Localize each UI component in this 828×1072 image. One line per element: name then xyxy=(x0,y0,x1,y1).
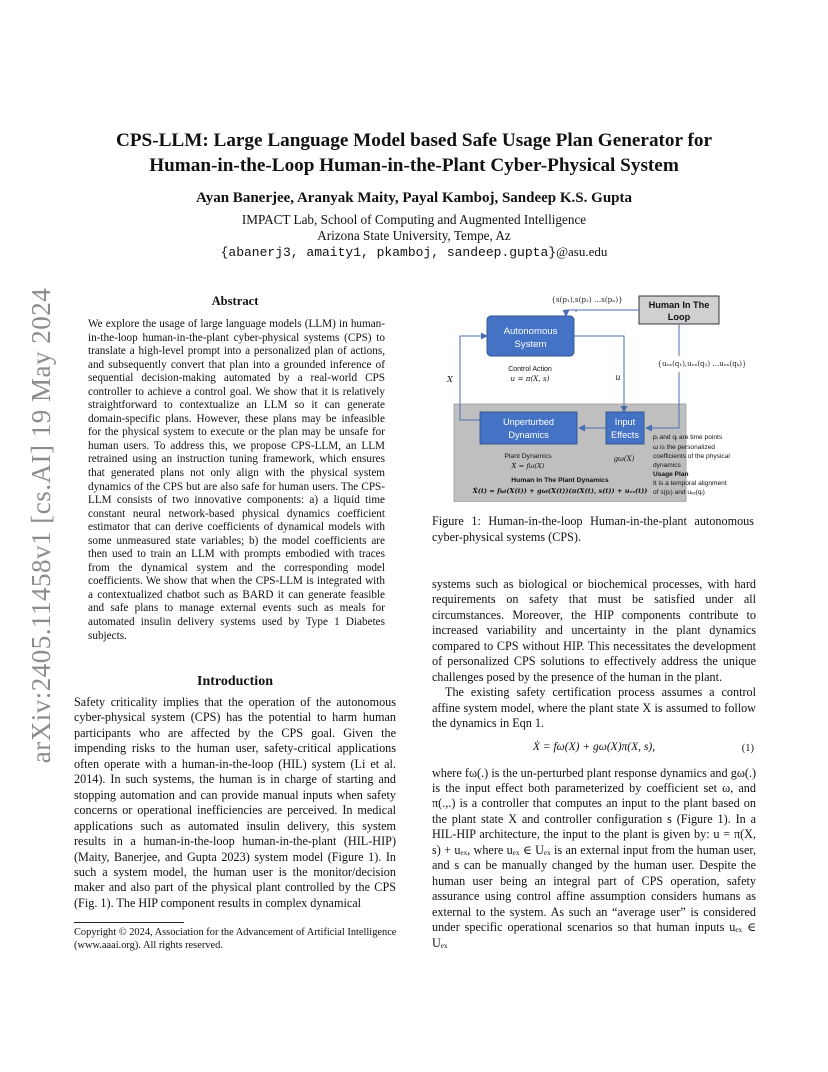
note-line7: of s(pᵢ) and uₑₓ(qᵢ) xyxy=(653,489,705,496)
abstract-text: We explore the usage of large language models (LLM) in human-in-the-loop human-in-the-plant cyber-physical systems (CPS) to translate a high-level prompt into a personalized plan of actions, and subsequently convert that plan into a grounded inference of sequential decision-making automated by a real-world CPS controller to achieve a control goal. We show that it is relatively straightforward to contextualize an LLM so it can generate domain-specific plans. However, these plans may be infeasible for the physical system to execute or the plan may be unsafe for human users. To address this, we propose CPS-LLM, an LLM retrained using an instruction tuning framework, which ensures that generated plans not only align with the physical system dynamics of the CPS but are also safe for human users. The CPS-LLM consists of two innovative components: a) a liquid time constant neural network-based physical dynamics coefficient estimator that can derive coefficients of dynamical models with some unmeasured state variables; b) the model coefficients are then used to train an LLM with prompts embodied with traces from the dynamical system and the corresponding model coefficients. We show that when the CPS-LLM is integrated with a contextualized chatbot such as BARD it can generate feasible and safe plans to manage external events such as meals for automated insulin delivery systems used by Type 1 Diabetes subjects. xyxy=(88,318,385,642)
hip-dynamics-label: Human In The Plant Dynamics xyxy=(511,477,609,484)
copyright-footnote: Copyright © 2024, Association for the Advancement of Artificial Intelligence (www.aaai.org). All rights reserved. xyxy=(74,927,397,951)
autonomous-line1: Autonomous xyxy=(503,326,558,337)
note-line3: coefficients of the physical xyxy=(653,453,730,460)
plant-dynamics-label: Plant Dynamics xyxy=(504,453,552,460)
equation-1-body: Ẋ = fω(X) + gω(X)π(X, s), xyxy=(532,740,656,753)
input-effect-eq: gω(X) xyxy=(613,455,635,463)
unperturbed-line1: Unperturbed xyxy=(502,417,555,427)
note-line1: pᵢ and qᵢ are time points xyxy=(653,434,723,441)
paper-title: CPS-LLM: Large Language Model based Safe Usage Plan Generator for Human-in-the-Loop Human-in-the-Plant Cyber-Physical System xyxy=(115,130,712,176)
note-line5: Usage Plan xyxy=(653,471,689,478)
right-paragraph-1: systems such as biological or biochemical processes, with hard requirements on safety that must be satisfied under all circumstances. Moreover, the HIP components contribute to increased variability and uncertainty in the plant dynamics compared to CPS without HIP. This necessitates the development of personalized CPS solutions to effectively address the unique challenges posed by the presence of the human in the plant. xyxy=(432,577,756,684)
paper-authors: Ayan Banerjee, Aranyak Maity, Payal Kamboj, Sandeep K.S. Gupta xyxy=(196,190,632,206)
note-line4: dynamics xyxy=(653,462,681,469)
right-column-text xyxy=(432,577,756,951)
input-effects-line1: Input xyxy=(614,417,636,427)
human-box-line2: Loop xyxy=(667,312,691,322)
introduction-text: Safety criticality implies that the operation of the autonomous cyber-physical system (CPS) has the potential to harm human participants who are affected by the CPS goal. Given the impending risks to the human user, safety-critical applications often operate with a human-in-the-loop (HIL) system (Li et al. 2014). In such systems, the human is in charge of starting and stopping automation and can provide manual inputs when safety concerns or operational inefficiencies are perceived. In medical applications such as automated insulin delivery, this system results in a human-in-the-loop human-in-the-plant (HIL-HIP) (Maity, Banerjee, and Gupta 2023) system model (Figure 1). In such a system model, the human user is the monitor/decision maker and also part of the physical plant controlled by the CPS (Fig. 1). The HIP component results in complex dynamical xyxy=(74,695,396,910)
hip-dynamics-eq: Ẋ(t) = fω(X(t)) + gω(X(t))(π(X(t), s(t)) + uₑₓ(t)) xyxy=(472,487,648,495)
input-effects-line2: Effects xyxy=(611,430,639,440)
equation-1-number: (1) xyxy=(741,742,754,754)
figure-1-diagram xyxy=(432,292,757,502)
introduction-heading: Introduction xyxy=(197,674,273,689)
human-box-line1: Human In The xyxy=(648,300,710,310)
figure-1-caption: Figure 1: Human-in-the-loop Human-in-the-plant autonomous cyber-physical systems (CPS). xyxy=(432,514,754,544)
external-input-label: {uₑₓ(q₁),uₑₓ(q₂) …uₑₓ(qₖ)} xyxy=(657,360,747,368)
right-paragraph-3: where fω(.) is the un-perturbed plant response dynamics and gω(.) is the input effect both parameterized by coefficient set ω, and π(.,.) is a controller that computes an input to the plant based on the plant state X and controller configuration s (Figure 1). In a HIL-HIP architecture, the input to the plant is given by: u = π(X, s) + uₑₓ, where uₑₓ ∈ Uₑₓ is an external input from the human user, and s can be manually changed by the human user. Despite the human user being an integral part of CPS operation, safety assurance using control affine assumption considers humans as external to the system. As such an “average user” is considered under specific operational scenarios so that human inputs uₑₓ ∈ Uₑₓ xyxy=(432,765,756,950)
unperturbed-line2: Dynamics xyxy=(508,430,549,440)
x-label: X xyxy=(447,375,453,384)
footnote-rule xyxy=(74,922,184,923)
right-paragraph-2: The existing safety certification process assumes a control affine system model, where the plant state X is assumed to follow the dynamics in Eqn 1. xyxy=(432,685,756,731)
autonomous-line2: System xyxy=(514,339,547,350)
control-action-label: Control Action xyxy=(508,366,552,373)
paper-affiliation: IMPACT Lab, School of Computing and Augmented Intelligence Arizona State University, Tempe, Az xyxy=(241,212,587,243)
plant-dynamics-eq: Ẋ = fω(X) xyxy=(511,462,545,470)
abstract-heading: Abstract xyxy=(211,294,259,308)
note-line6: It is a temporal alignment xyxy=(653,480,727,487)
paper-emails: {abanerj3, amaity1, pkamboj, sandeep.gupta}@asu.edu xyxy=(220,244,608,260)
u-label: u xyxy=(615,373,621,382)
control-action-eq: u = π(X, s) xyxy=(510,374,550,383)
equation-1 xyxy=(432,732,756,766)
arxiv-identifier: arXiv:2405.11458v1 [cs.AI] 19 May 2024 xyxy=(26,287,57,763)
note-line2: ω is the personalized xyxy=(653,444,715,451)
usage-setpoints-label: {s(p₁),s(p₂) …s(pₙ)} xyxy=(551,295,623,304)
